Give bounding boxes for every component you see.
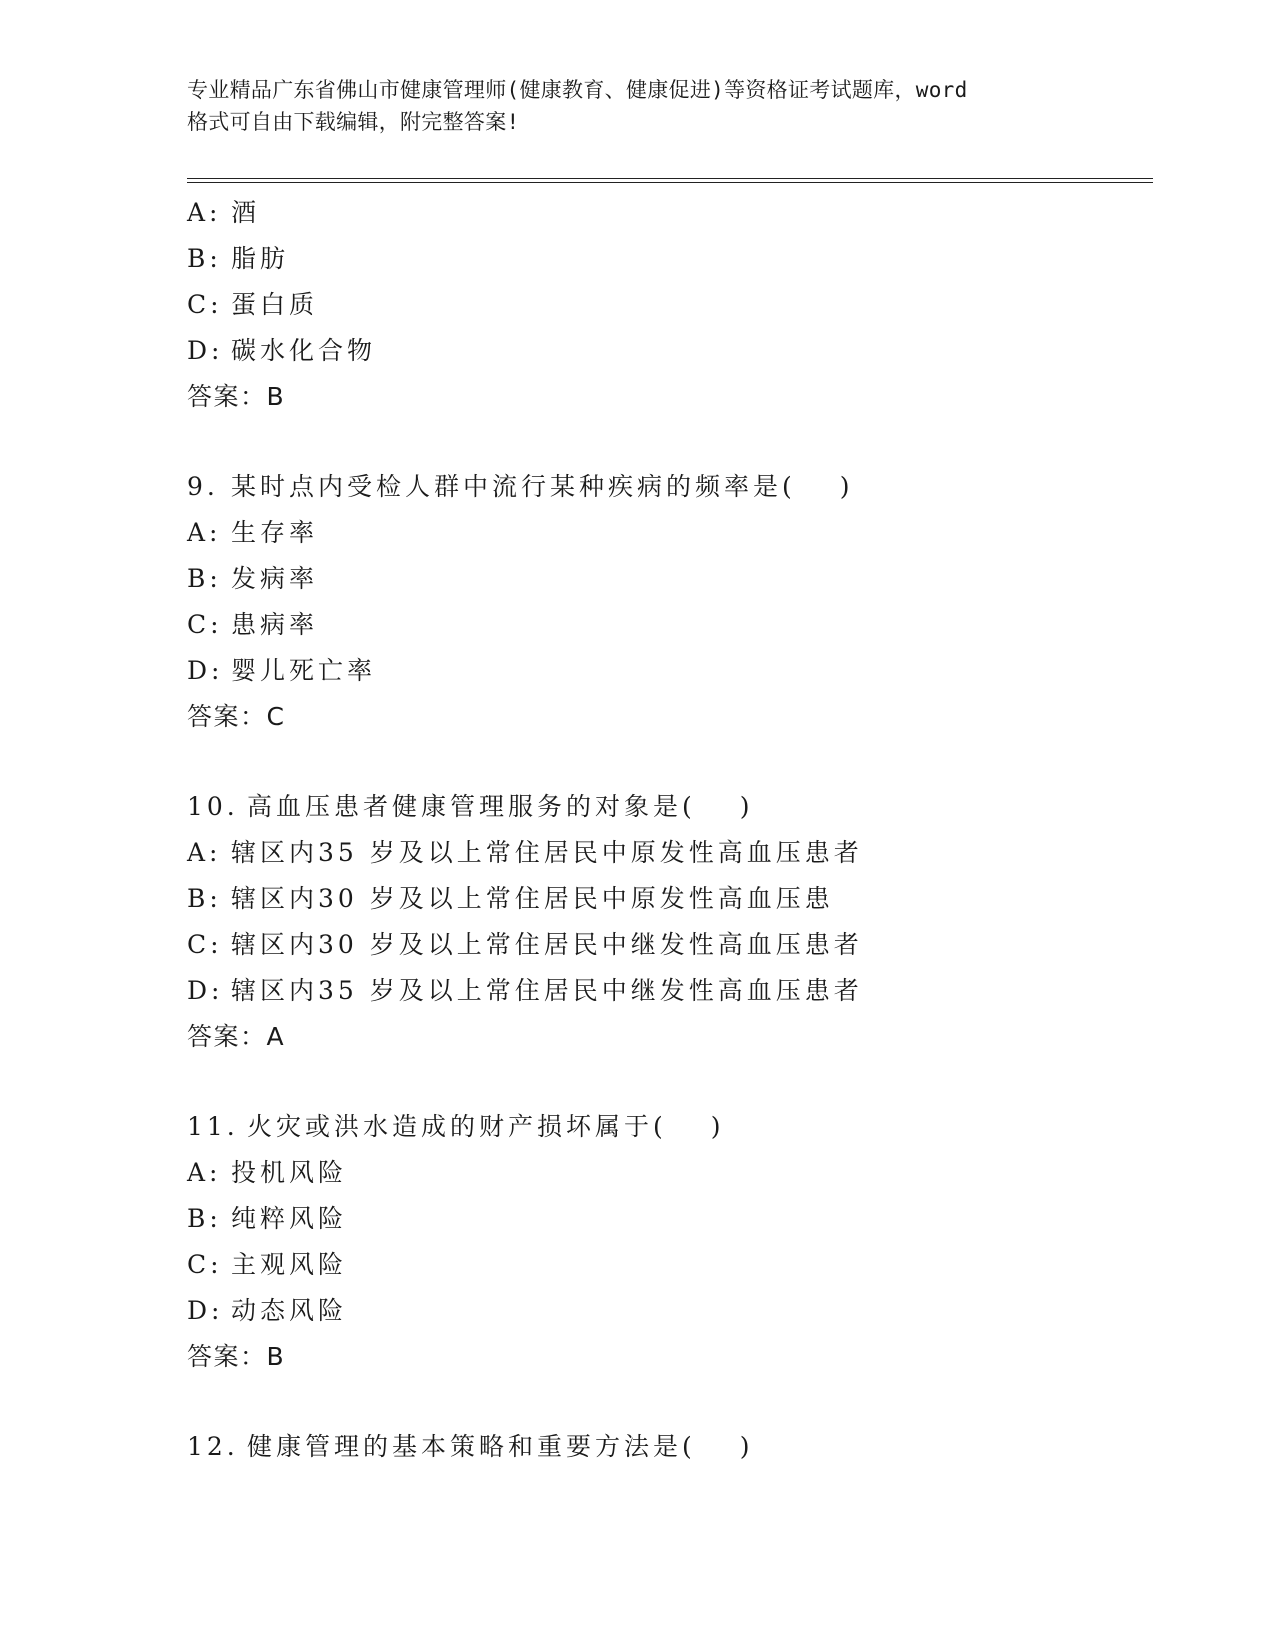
option-a: A: 生存率 <box>187 518 319 547</box>
question-block-9 <box>187 464 1147 740</box>
header-line-2: 格式可自由下载编辑，附完整答案! <box>187 110 520 134</box>
option-b: B: 辖区内30 岁及以上常住居民中原发性高血压患 <box>187 884 834 913</box>
option-d: D: 婴儿死亡率 <box>187 656 377 685</box>
question-block-8 <box>187 190 1147 420</box>
question-number: 11. <box>187 1112 239 1141</box>
answer-line: 答案：C <box>187 702 286 731</box>
option-b: B: 纯粹风险 <box>187 1204 348 1233</box>
question-block-12 <box>187 1424 1147 1470</box>
answer-line: 答案：B <box>187 1342 286 1371</box>
header-divider-bottom <box>187 182 1153 183</box>
option-a: A: 辖区内35 岁及以上常住居民中原发性高血压患者 <box>187 838 863 867</box>
option-d: D: 辖区内35 岁及以上常住居民中继发性高血压患者 <box>187 976 863 1005</box>
answer-line: 答案：B <box>187 382 286 411</box>
option-c: C: 主观风险 <box>187 1250 348 1279</box>
answer-line: 答案：A <box>187 1022 286 1051</box>
option-a: A: 酒 <box>187 198 261 227</box>
option-b: B: 发病率 <box>187 564 319 593</box>
option-b: B: 脂肪 <box>187 244 290 273</box>
question-stem: 11. 火灾或洪水造成的财产损坏属于( ) <box>187 1104 1147 1150</box>
option-a: A: 投机风险 <box>187 1158 348 1187</box>
option-c: C: 辖区内30 岁及以上常住居民中继发性高血压患者 <box>187 930 863 959</box>
question-number: 10. <box>187 792 239 821</box>
document-header <box>187 74 1107 138</box>
option-d: D: 动态风险 <box>187 1296 348 1325</box>
question-stem: 10. 高血压患者健康管理服务的对象是( ) <box>187 784 1147 830</box>
question-stem: 9. 某时点内受检人群中流行某种疾病的频率是( ) <box>187 464 1147 510</box>
option-c: C: 蛋白质 <box>187 290 319 319</box>
question-number: 12. <box>187 1432 239 1461</box>
question-block-10 <box>187 784 1147 1060</box>
question-number: 9. <box>187 472 219 501</box>
question-list <box>187 190 1147 1470</box>
header-divider-top <box>187 178 1153 179</box>
question-stem: 12. 健康管理的基本策略和重要方法是( ) <box>187 1424 1147 1470</box>
option-c: C: 患病率 <box>187 610 319 639</box>
header-line-1: 专业精品广东省佛山市健康管理师(健康教育、健康促进)等资格证考试题库，word <box>187 78 968 102</box>
question-block-11 <box>187 1104 1147 1380</box>
option-d: D: 碳水化合物 <box>187 336 377 365</box>
